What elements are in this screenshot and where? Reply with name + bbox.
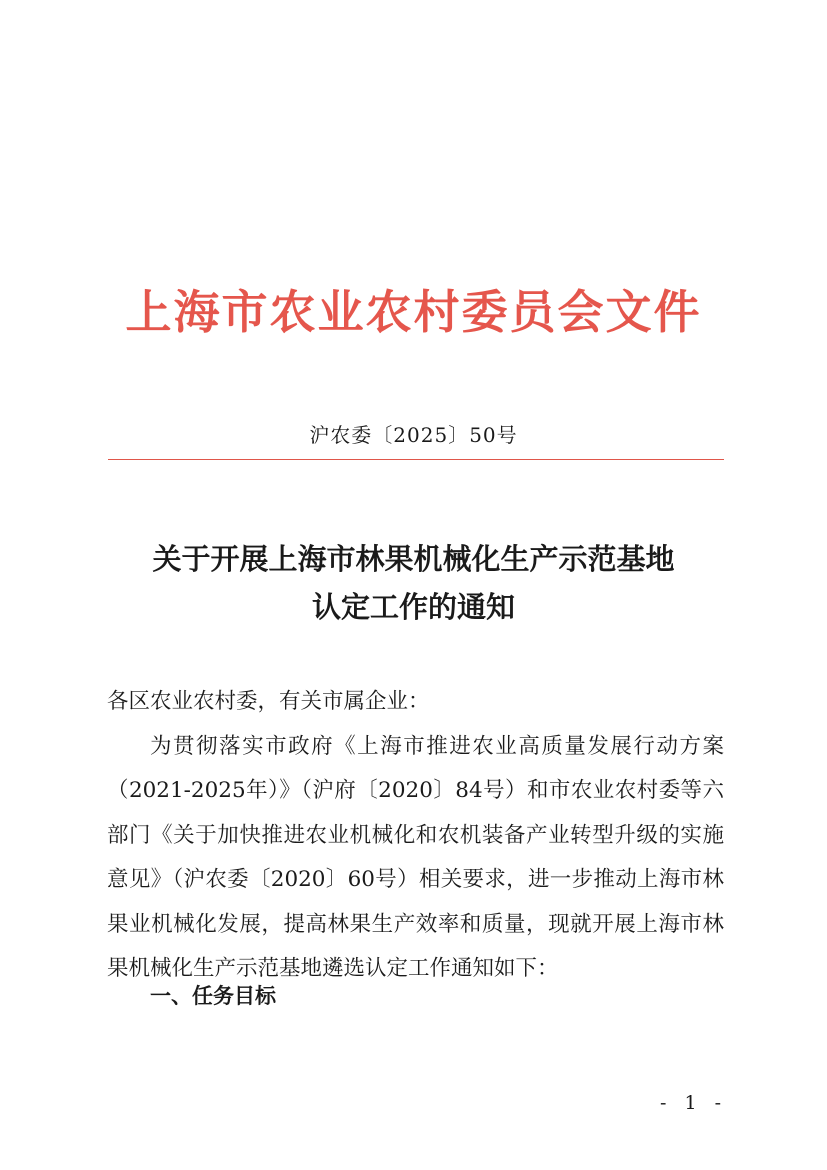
masthead-title: 上海市农业农村委员会文件 [125, 285, 702, 339]
red-separator-line [108, 459, 724, 460]
body-paragraph: 为贯彻落实市政府《上海市推进农业高质量发展行动方案（2021-2025年）》（沪府〔2020〕84号）和市农业农村委等六部门《关于加快推进农业机械化和农机装备产业转型升级的实施意见》（沪农委〔2020〕60号）相关要求，进一步推动上海市林果业机械化发展，提高林果生产效率和质量，现就开展上海市林果机械化生产示范基地遴选认定工作通知如下： [107, 733, 724, 981]
body-text [107, 680, 724, 992]
page-number: - 1 - [660, 1092, 728, 1114]
notice-title-line-2: 认定工作的通知 [311, 590, 515, 624]
salutation: 各区农业农村委，有关市属企业： [107, 689, 430, 714]
notice-title-line-1: 关于开展上海市林果机械化生产示范基地 [152, 542, 675, 576]
document-number: 沪农委〔2025〕50号 [309, 423, 518, 447]
section-heading: 一、任务目标 [150, 984, 276, 1008]
notice-title [0, 535, 827, 631]
